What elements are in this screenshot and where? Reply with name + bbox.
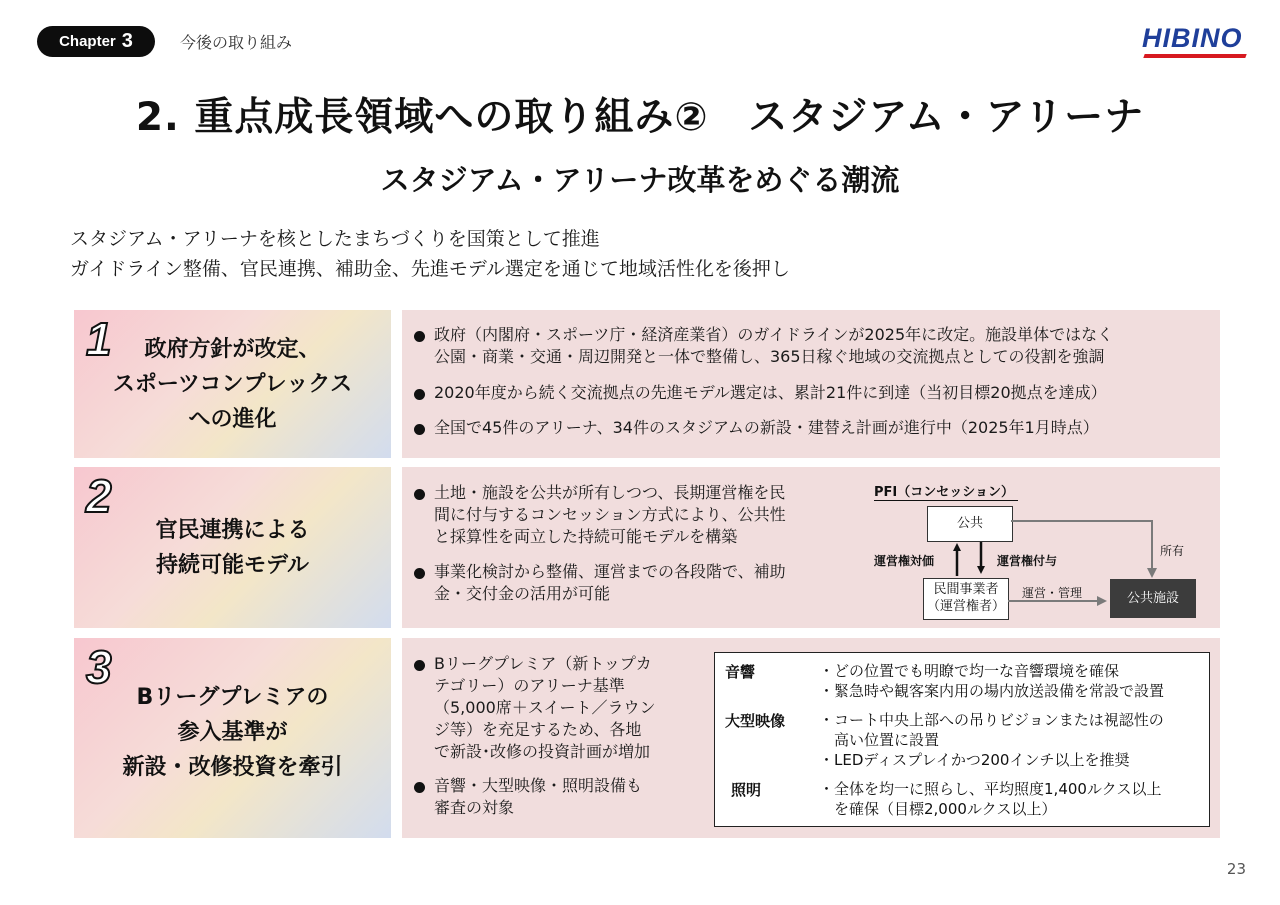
chapter-label: Chapter [59, 33, 116, 50]
logo-text: HIBINO [1142, 23, 1243, 53]
pfi-diagram-title: PFI（コンセッション） [874, 481, 1018, 501]
title-line: 官民連携による [155, 518, 310, 543]
title-line: 参入基準が [177, 720, 288, 745]
public-facility-node: 公共施設 [1110, 579, 1196, 618]
bullet-line: 全国で45件のアリーナ、34件のスタジアムの新設・建替え計画が進行中（2025年1月時点） [434, 418, 1099, 437]
bullet-line: 土地・施設を公共が所有しつつ、長期運営権を民 [434, 483, 786, 502]
criteria-line: ・どの位置でも明瞭で均一な音響環境を確保 [819, 662, 1120, 680]
operation-label: 運営・管理 [1022, 586, 1083, 600]
criteria-line: 高い位置に設置 [819, 731, 940, 749]
page-title: 2. 重点成長領域への取り組み② スタジアム・アリーナ [135, 95, 1145, 140]
bullet-line: （5,000席＋スイート／ラウン [434, 698, 656, 717]
arena-criteria-box [714, 652, 1210, 827]
ownership-label: 所有 [1160, 544, 1185, 558]
chapter-number: 3 [121, 30, 133, 52]
bullet-line: 音響・大型映像・照明設備も [434, 776, 643, 795]
criteria-line: ・LEDディスプレイかつ200インチ以上を推奨 [819, 751, 1130, 769]
row-number: 2 [86, 470, 112, 522]
criteria-value-lighting [819, 779, 1162, 819]
criteria-value-video [819, 710, 1164, 770]
bullet-line: 間に付与するコンセッション方式により、公共性 [434, 505, 786, 524]
criteria-key-lighting: 照明 [731, 781, 762, 799]
title-line: 持続可能モデル [156, 553, 309, 578]
row-number: 1 [86, 313, 112, 365]
bullet-line: 公園・商業・交通・周辺開発と一体で整備し、365日稼ぐ地域の交流拠点としての役割を強調 [434, 347, 1105, 366]
ownership-arrow [1011, 521, 1152, 573]
bullet-dot [414, 660, 425, 671]
criteria-line: を確保（目標2,000ルクス以上） [819, 800, 1057, 818]
node-line: 民間事業者 [933, 582, 999, 597]
criteria-key-video: 大型映像 [725, 712, 786, 730]
title-line: への進化 [188, 407, 277, 432]
page-subtitle: スタジアム・アリーナ改革をめぐる潮流 [380, 163, 900, 197]
row-3-bullet-1 [434, 653, 656, 763]
row-3-title [74, 680, 391, 785]
public-node: 公共 [927, 506, 1013, 542]
intro-line: スタジアム・アリーナを核としたまちづくりを国策として推進 [70, 228, 600, 250]
bullet-line: で新設･改修の投資計画が増加 [434, 742, 651, 761]
title-line: スポーツコンプレックス [112, 372, 353, 397]
bullet-line: Bリーグプレミア（新トップカ [434, 654, 652, 673]
bullet-line: 金・交付金の活用が可能 [434, 584, 611, 603]
bullet-line: ジ等）を充足するため、各地 [434, 720, 642, 739]
row-3-heading-panel [74, 638, 391, 838]
criteria-line: ・コート中央上部への吊りビジョンまたは視認性の [819, 711, 1164, 729]
page-number: 23 [1226, 860, 1246, 878]
bullet-line: 政府（内閣府・スポーツ庁・経済産業省）のガイドラインが2025年に改定。施設単体ではなく [434, 325, 1114, 344]
concession-fee-label: 運営権対価 [874, 554, 935, 568]
bullet-line: テゴリー）のアリーナ基準 [434, 676, 625, 695]
title-line: 新設・改修投資を牽引 [122, 755, 343, 780]
criteria-key-sound: 音響 [725, 663, 756, 681]
concession-grant-label: 運営権付与 [997, 554, 1058, 568]
title-line: Bリーグプレミアの [136, 685, 329, 710]
bullet-line: と採算性を両立した持続可能モデルを構築 [434, 527, 738, 546]
criteria-value-sound [819, 661, 1164, 701]
section-label: 今後の取り組み [180, 33, 293, 52]
bullet-dot [414, 782, 425, 793]
bullet-line: 審査の対象 [434, 798, 515, 817]
row-3-bullet-2 [434, 775, 642, 819]
bullet-line: 事業化検討から整備、運営までの各段階で、補助 [434, 562, 786, 581]
criteria-line: ・全体を均一に照らし、平均照度1,400ルクス以上 [819, 780, 1162, 798]
node-line: （運営権者） [926, 599, 1005, 614]
criteria-line: ・緊急時や観客案内用の場内放送設備を常設で設置 [819, 682, 1165, 700]
intro-line: ガイドライン整備、官民連携、補助金、先進モデル選定を通じて地域活性化を後押し [70, 258, 790, 280]
bullet-line: 2020年度から続く交流拠点の先進モデル選定は、累計21件に到達（当初目標20拠点を達成） [434, 383, 1107, 402]
row-number: 3 [86, 641, 112, 693]
title-line: 政府方針が改定、 [144, 337, 321, 362]
